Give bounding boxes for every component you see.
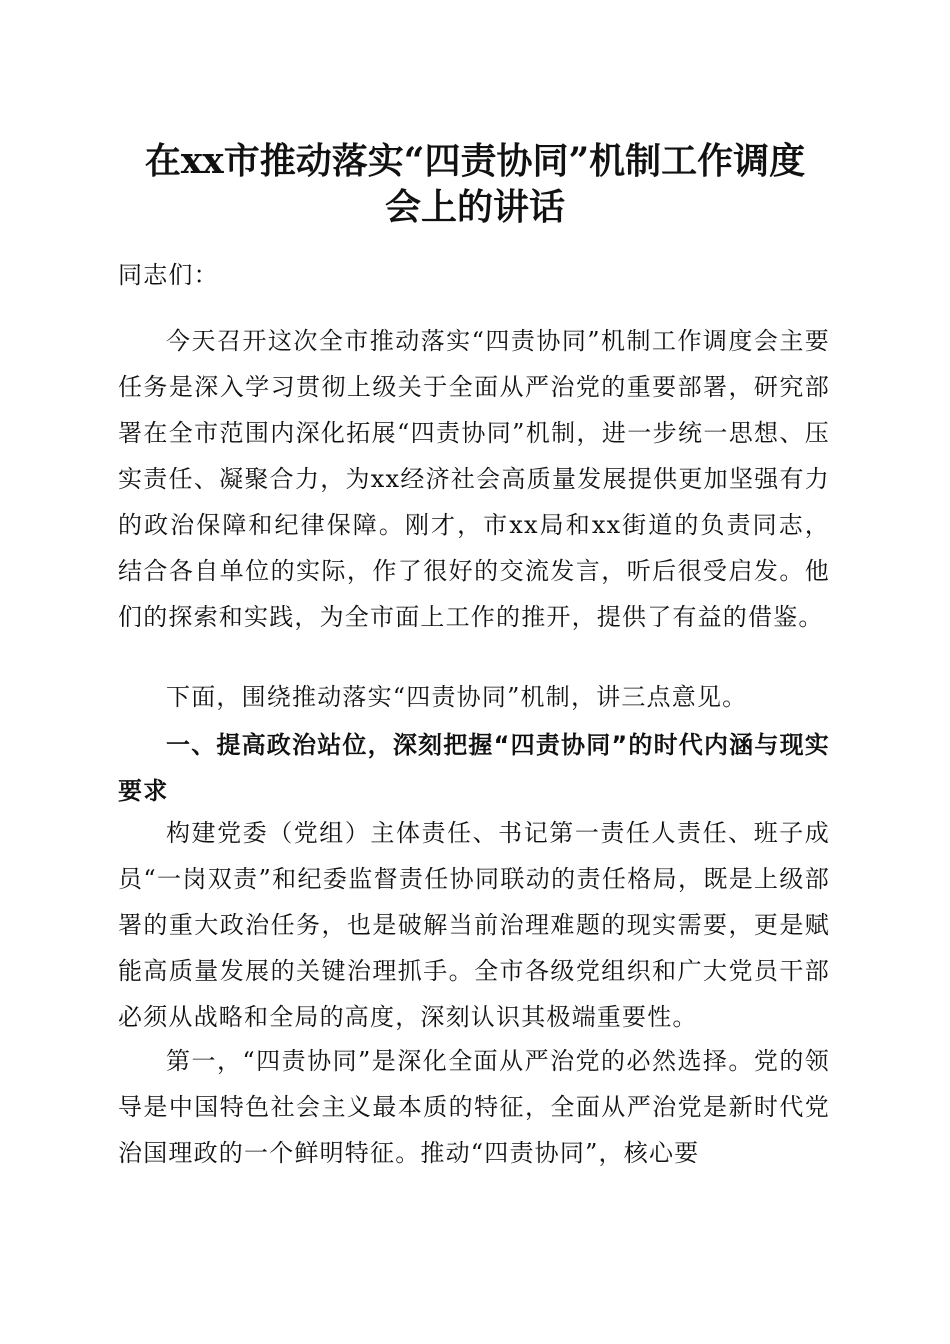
document-title-line-2: 会上的讲话 — [384, 186, 565, 228]
paragraph-outline: 下面，围绕推动落实“四责协同”机制，讲三点意见。 — [166, 683, 748, 711]
document-title-line-1: 在xx市推动落实“四责协同”机制工作调度 — [144, 140, 806, 182]
paragraph-first-point: 第一，“四责协同”是深化全面从严治党的必然选择。党的领导是中国特色社会主义最本质的特征，全面从严治党是新时代党治国理政的一个鲜明特征。推动“四责协同”，核心要 — [118, 1047, 830, 1167]
section-heading-1: 一、提高政治站位，深刻把握“四责协同”的时代内涵与现实要求 — [118, 731, 830, 805]
paragraph-intro: 今天召开这次全市推动落实“四责协同”机制工作调度会主要任务是深入学习贯彻上级关于全面从严治党的重要部署，研究部署在全市范围内深化拓展“四责协同”机制，进一步统一思想、压实责任、凝聚合力，为xx经济社会高质量发展提供更加坚强有力的政治保障和纪律保障。刚才，市xx局和xx街道的负责同志，结合各自单位的实际，作了很好的交流发言，听后很受启发。他们的探索和实践，为全市面上工作的推开，提供了有益的借鉴。 — [118, 327, 830, 631]
paragraph-responsibility: 构建党委（党组）主体责任、书记第一责任人责任、班子成员“一岗双责”和纪委监督责任协同联动的责任格局，既是上级部署的重大政治任务，也是破解当前治理难题的现实需要，更是赋能高质量发展的关键治理抓手。全市各级党组织和广大党员干部必须从战略和全局的高度，深刻认识其极端重要性。 — [118, 819, 830, 1031]
salutation: 同志们： — [118, 261, 219, 289]
